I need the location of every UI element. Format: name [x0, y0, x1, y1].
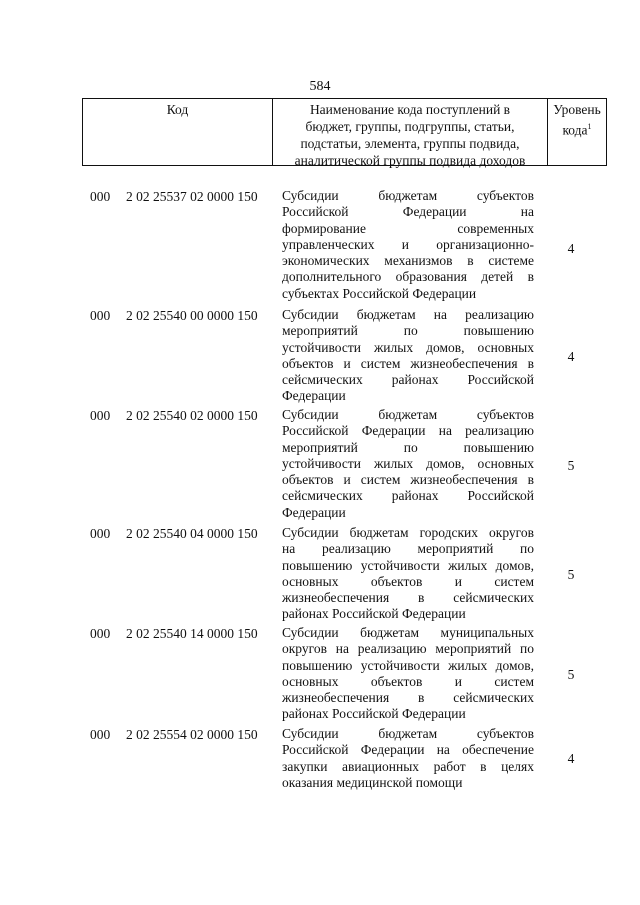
- row-name: [282, 188, 534, 302]
- row-name-line: Субсидии бюджетам субъектов: [282, 726, 534, 741]
- header-name-line: подстатьи, элемента, группы подвида,: [300, 136, 520, 151]
- row-name-line: мероприятий по повышению: [282, 439, 534, 455]
- footnote-marker: 1: [587, 122, 592, 131]
- header-code-label: Код: [166, 102, 189, 117]
- row-name-line: Субсидии бюджетам субъектов: [282, 407, 534, 422]
- header-name-line: аналитической группы подвида доходов: [294, 153, 526, 168]
- row-code: 2 02 25540 04 0000 150: [126, 526, 258, 541]
- row-name-line: мероприятий по повышению: [282, 323, 534, 339]
- row-name-line: Субсидии бюджетам муниципальных: [282, 625, 534, 640]
- row-name-line: Субсидии бюджетам субъектов: [282, 188, 534, 203]
- row-name-line: повышению устойчивости жилых домов,: [282, 557, 534, 573]
- row-code: 2 02 25540 02 0000 150: [126, 408, 258, 423]
- row-name-line: Российской Федерации на: [282, 204, 534, 220]
- page-number: 584: [309, 79, 331, 94]
- row-name-line: сейсмических районах Российской: [282, 372, 534, 388]
- row-prefix: 000: [90, 526, 111, 541]
- row-name-line: Субсидии бюджетам городских округов: [282, 525, 534, 540]
- row-name-line: основных объектов и систем: [282, 673, 534, 689]
- row-name-line: жизнеобеспечения в сейсмических: [282, 690, 534, 706]
- row-name-line: устойчивости жилых домов, основных: [282, 455, 534, 471]
- header-name: [273, 99, 548, 168]
- row-name-line: повышению устойчивости жилых домов,: [282, 657, 534, 673]
- row-prefix: 000: [90, 408, 111, 423]
- row-level: 4: [567, 241, 575, 256]
- header-name-line: бюджет, группы, подгруппы, статьи,: [305, 119, 515, 134]
- row-name: [282, 625, 534, 723]
- row-prefix: 000: [90, 308, 111, 323]
- row-name-line: Российской Федерации на реализацию: [282, 423, 534, 439]
- header-level-line2: [548, 118, 606, 139]
- row-name-line: дополнительного образования детей в: [282, 269, 534, 285]
- row-name-line: жизнеобеспечения в сейсмических: [282, 590, 534, 606]
- row-name-line: устойчивости жилых домов, основных: [282, 339, 534, 355]
- row-level: 5: [567, 667, 575, 682]
- row-code: 2 02 25540 00 0000 150: [126, 308, 258, 323]
- row-prefix: 000: [90, 189, 111, 204]
- row-name-line: Федерации: [282, 388, 346, 404]
- row-level: 5: [567, 458, 575, 473]
- row-name-line: объектов и систем жизнеобеспечения в: [282, 472, 534, 488]
- row-name-line: районах Российской Федерации: [282, 606, 466, 622]
- row-name-line: субъектах Российской Федерации: [282, 285, 477, 301]
- row-prefix: 000: [90, 626, 111, 641]
- row-code: 2 02 25540 14 0000 150: [126, 626, 258, 641]
- row-name-line: управленческих и организационно-: [282, 236, 534, 252]
- row-code: 2 02 25554 02 0000 150: [126, 727, 258, 742]
- row-name: [282, 525, 534, 623]
- row-name-line: закупки авиационных работ в целях: [282, 758, 534, 774]
- row-name-line: экономических механизмов в системе: [282, 253, 534, 269]
- row-name: [282, 307, 534, 405]
- header-level-label: кода: [562, 122, 588, 138]
- row-name-line: районах Российской Федерации: [282, 706, 466, 722]
- row-name-line: Федерации: [282, 504, 346, 520]
- row-level: 4: [567, 751, 575, 766]
- row-name-line: объектов и систем жизнеобеспечения в: [282, 355, 534, 371]
- row-name-line: оказания медицинской помощи: [282, 774, 463, 790]
- row-prefix: 000: [90, 727, 111, 742]
- row-name-line: сейсмических районах Российской: [282, 488, 534, 504]
- header-level: [548, 99, 606, 165]
- header-level-line1: Уровень: [553, 102, 601, 117]
- row-name: [282, 726, 534, 791]
- header-code: [83, 99, 273, 165]
- row-name-line: округов на реализацию мероприятий по: [282, 641, 534, 657]
- row-name-line: на реализацию мероприятий по: [282, 541, 534, 557]
- row-name-line: Субсидии бюджетам на реализацию: [282, 307, 534, 322]
- row-level: 5: [567, 567, 575, 582]
- row-level: 4: [567, 349, 575, 364]
- row-name-line: формирование современных: [282, 220, 534, 236]
- header-name-line: Наименование кода поступлений в: [309, 102, 511, 117]
- row-code: 2 02 25537 02 0000 150: [126, 189, 258, 204]
- table-header: [82, 98, 607, 166]
- row-name: [282, 407, 534, 521]
- row-name-line: основных объектов и систем: [282, 573, 534, 589]
- row-name-line: Российской Федерации на обеспечение: [282, 742, 534, 758]
